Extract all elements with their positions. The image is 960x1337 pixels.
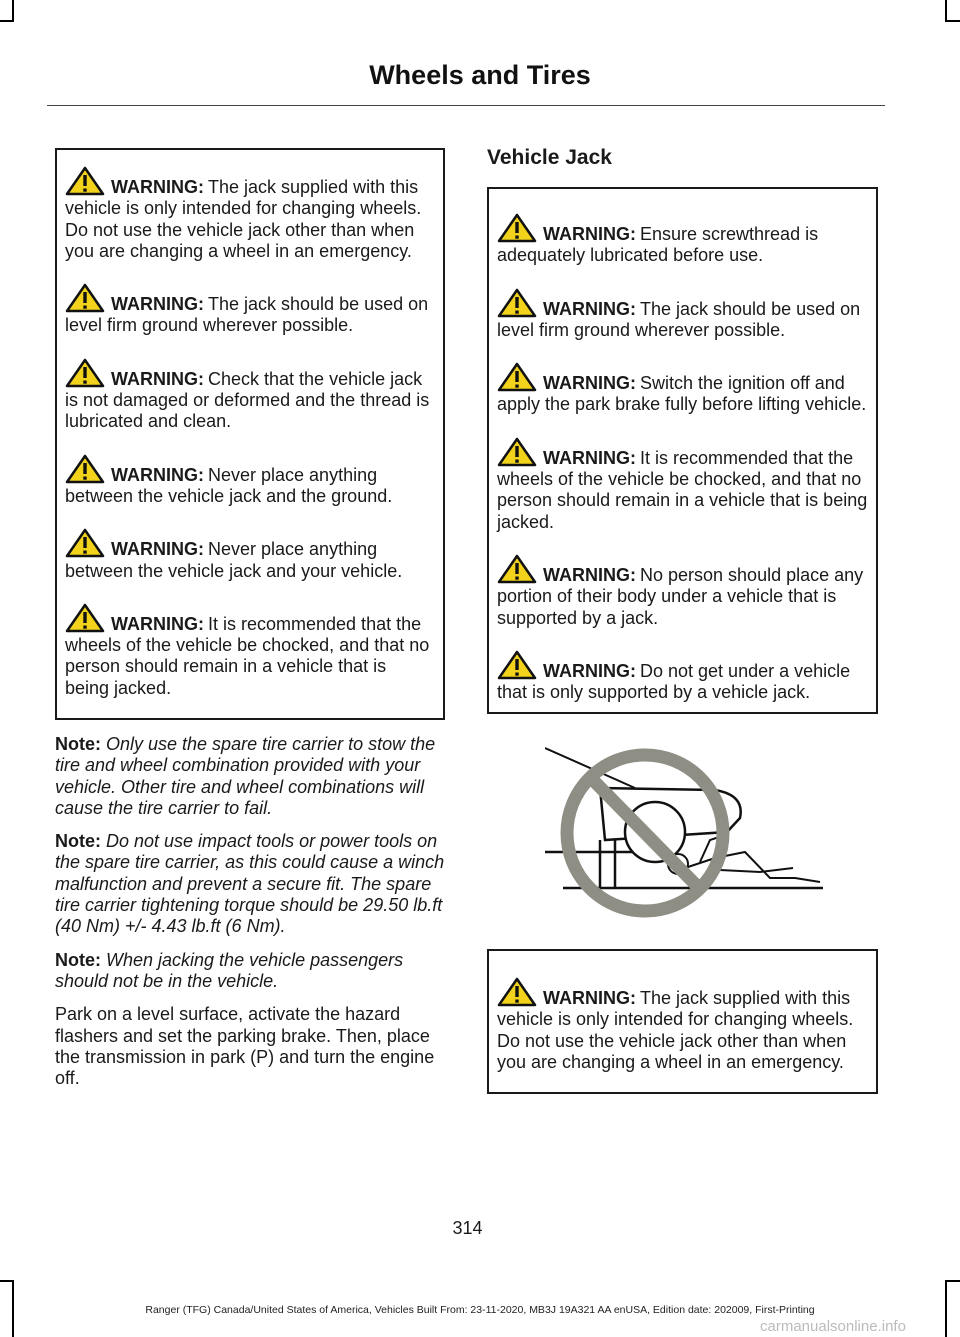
warning-text: Switch the ignition off and apply the park brake fully before lifting vehicle. (497, 373, 867, 415)
warning-triangle-icon (65, 603, 105, 633)
warning-label: WARNING: (111, 294, 204, 315)
warning-label: WARNING: (543, 988, 636, 1008)
warning-label: WARNING: (111, 464, 204, 485)
note-label: Note: (55, 831, 101, 852)
warning-text: Never place anything between the vehicle jack and your vehicle. (65, 539, 403, 581)
note-text: When jacking the vehicle passengers should not be in the vehicle. (55, 949, 404, 991)
page-title: Wheels and Tires (369, 60, 591, 90)
header-divider (47, 105, 885, 106)
warning-label: WARNING: (111, 539, 204, 560)
warning-text: The jack should be used on level firm ground wherever possible. (65, 294, 429, 336)
warning-label: WARNING: (543, 660, 636, 681)
warning-item (497, 288, 868, 342)
warning-triangle-icon (497, 288, 537, 318)
warning-item (497, 977, 868, 1073)
warning-label: WARNING: (543, 447, 636, 468)
warning-label: WARNING: (111, 368, 204, 389)
section-title: Vehicle Jack (487, 146, 612, 169)
watermark: carmanualsonline.info (760, 1318, 906, 1335)
note-item (55, 831, 450, 937)
warning-item (65, 454, 435, 508)
note-label: Note: (55, 734, 101, 754)
warning-text: The jack should be used on level firm ground wherever possible. (497, 298, 861, 340)
crop-mark (945, 0, 947, 22)
warning-text: Ensure screwthread is adequately lubricated before use. (497, 224, 819, 266)
crop-mark (0, 20, 14, 22)
crop-mark (0, 1280, 14, 1282)
warning-triangle-icon (65, 528, 105, 558)
warning-triangle-icon (497, 213, 537, 243)
warning-triangle-icon (65, 166, 105, 196)
no-person-under-vehicle-illustration (545, 740, 830, 925)
warning-label: WARNING: (543, 298, 636, 319)
warning-text: Do not get under a vehicle that is only supported by a vehicle jack. (497, 660, 851, 703)
warning-text: Never place anything between the vehicle jack and the ground. (65, 464, 393, 506)
note-label: Note: (55, 949, 101, 970)
warning-triangle-icon (497, 362, 537, 392)
warning-triangle-icon (497, 650, 537, 680)
warning-text: It is recommended that the wheels of the vehicle be chocked, and that no person should remain in a vehicle that is being jacked. (497, 447, 868, 532)
right-warning-box-2 (487, 949, 878, 1094)
crop-mark (12, 0, 14, 22)
warning-item (65, 528, 435, 582)
page-number: 314 (452, 1218, 483, 1238)
warning-item (497, 650, 868, 704)
warning-text: The jack supplied with this vehicle is only intended for changing wheels. Do not use the vehicle jack other than when you are changing a wheel in an emergency. (65, 177, 422, 261)
note-item (55, 734, 450, 819)
right-warning-box-1 (487, 187, 878, 714)
warning-text: Check that the vehicle jack is not damaged or deformed and the thread is lubricated and clean. (65, 368, 430, 432)
notes-column (55, 734, 450, 1089)
warning-label: WARNING: (111, 613, 204, 634)
warning-label: WARNING: (543, 224, 636, 244)
warning-triangle-icon (65, 283, 105, 313)
warning-text: The jack supplied with this vehicle is only intended for changing wheels. Do not use the vehicle jack other than when you are changing a wheel in an emergency. (497, 988, 854, 1072)
footer-text: Ranger (TFG) Canada/United States of America, Vehicles Built From: 23-11-2020, MB3J 19A321 AA enUSA, Edition date: 202009, First-Printing (145, 1304, 815, 1316)
warning-triangle-icon (497, 554, 537, 584)
warning-item (65, 283, 435, 337)
left-warning-box (55, 148, 445, 720)
warning-item (497, 362, 868, 416)
warning-text: It is recommended that the wheels of the vehicle be chocked, and that no person should remain in a vehicle that is being jacked. (65, 613, 430, 698)
warning-item (497, 437, 868, 533)
warning-item (65, 603, 435, 699)
warning-item (65, 166, 435, 262)
warning-item (65, 358, 435, 433)
warning-triangle-icon (497, 977, 537, 1007)
warning-text: No person should place any portion of their body under a vehicle that is supported by a jack. (497, 564, 864, 628)
warning-item (497, 554, 868, 629)
note-text: Only use the spare tire carrier to stow the tire and wheel combination provided with your vehicle. Other tire and wheel combinations will cause the tire carrier to fail. (55, 734, 436, 818)
warning-label: WARNING: (543, 564, 636, 585)
warning-item (497, 213, 868, 267)
warning-label: WARNING: (543, 373, 636, 394)
instruction-paragraph: Park on a level surface, activate the hazard flashers and set the parking brake. Then, place the transmission in park (P) and turn the engine off. (55, 1004, 435, 1089)
warning-triangle-icon (65, 454, 105, 484)
crop-mark (945, 20, 960, 22)
crop-mark (945, 1280, 960, 1282)
warning-label: WARNING: (111, 177, 204, 197)
warning-triangle-icon (65, 358, 105, 388)
warning-triangle-icon (497, 437, 537, 467)
note-text: Do not use impact tools or power tools on the spare tire carrier, as this could cause a winch malfunction and prevent a secure fit. The spare tire carrier tightening torque should be 29.50 lb.ft (40 Nm) +/- 4.43 lb.ft (6 Nm). (55, 831, 445, 937)
note-item (55, 950, 450, 993)
